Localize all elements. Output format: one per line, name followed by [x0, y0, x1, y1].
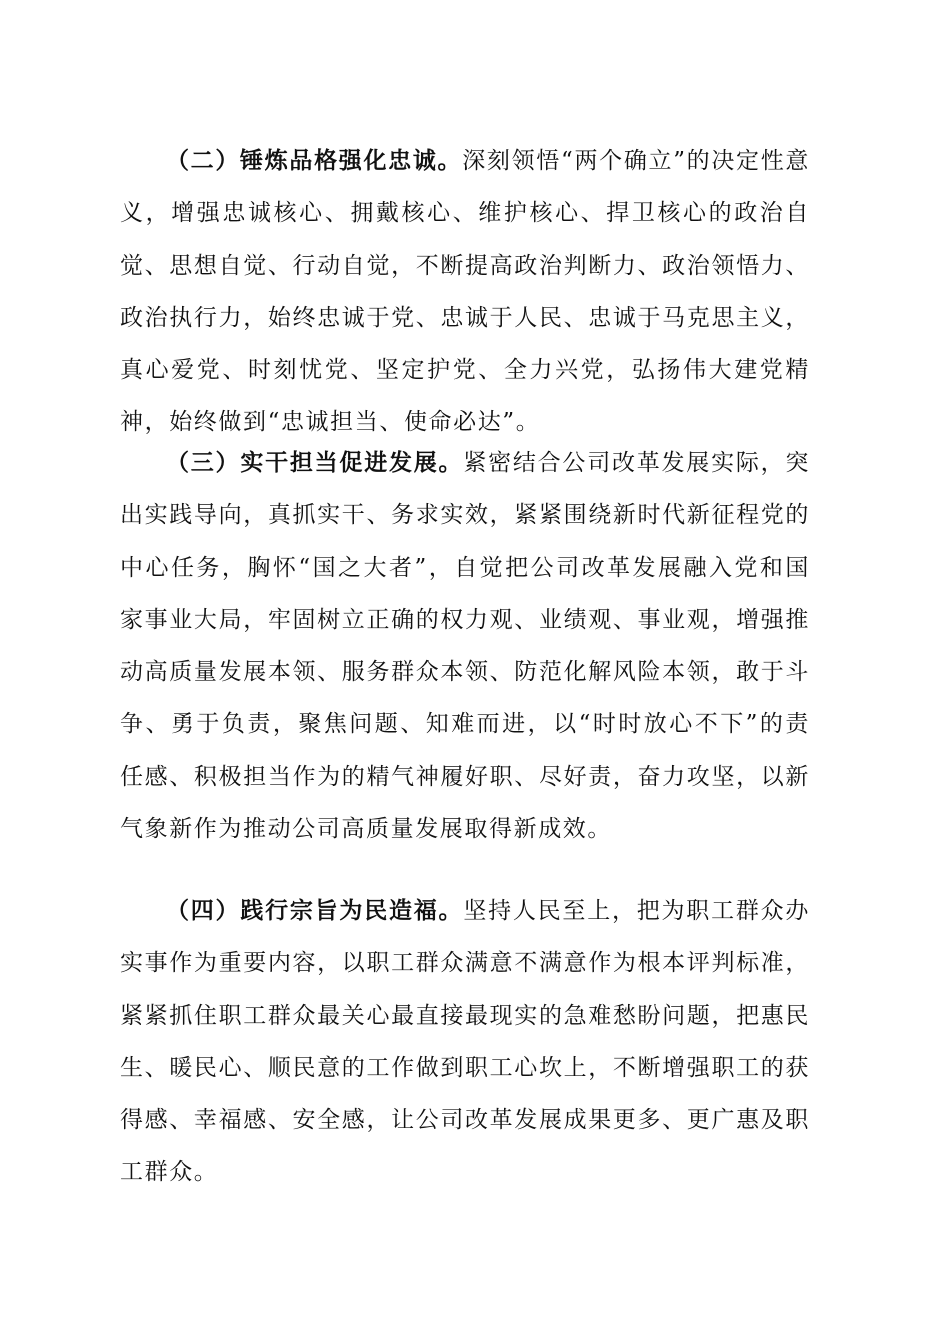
paragraph-heading: （二）锤炼品格强化忠诚。	[166, 148, 463, 174]
paragraph-development	[120, 437, 810, 855]
paragraph-body: 紧密结合公司改革发展实际，突出实践导向，真抓实干、务求实效，紧紧围绕新时代新征程党的中心任务，胸怀“国之大者”，自觉把公司改革发展融入党和国家事业大局，牢固树立正确的权力观、业绩观、事业观，增强推动高质量发展本领、服务群众本领、防范化解风险本领，敢于斗争、勇于负责，聚焦问题、知难而进，以“时时放心不下”的责任感、积极担当作为的精气神履好职、尽好责，奋力攻坚，以新气象新作为推动公司高质量发展取得新成效。	[120, 450, 810, 843]
paragraph-body: 深刻领悟“两个确立”的决定性意义，增强忠诚核心、拥戴核心、维护核心、捍卫核心的政治自觉、思想自觉、行动自觉，不断提高政治判断力、政治领悟力、政治执行力，始终忠诚于党、忠诚于人民、忠诚于马克思主义，真心爱党、时刻忧党、坚定护党、全力兴党，弘扬伟大建党精神，始终做到“忠诚担当、使命必达”。	[120, 148, 810, 436]
paragraph-heading: （三）实干担当促进发展。	[166, 450, 464, 476]
paragraph-loyalty	[120, 135, 810, 449]
paragraph-people	[120, 885, 810, 1199]
paragraph-body: 坚持人民至上，把为职工群众办实事作为重要内容，以职工群众满意不满意作为根本评判标准，紧紧抓住职工群众最关心最直接最现实的急难愁盼问题，把惠民生、暖民心、顺民意的工作做到职工心坎上，不断增强职工的获得感、幸福感、安全感，让公司改革发展成果更多、更广惠及职工群众。	[120, 898, 810, 1186]
paragraph-heading: （四）践行宗旨为民造福。	[166, 898, 464, 924]
